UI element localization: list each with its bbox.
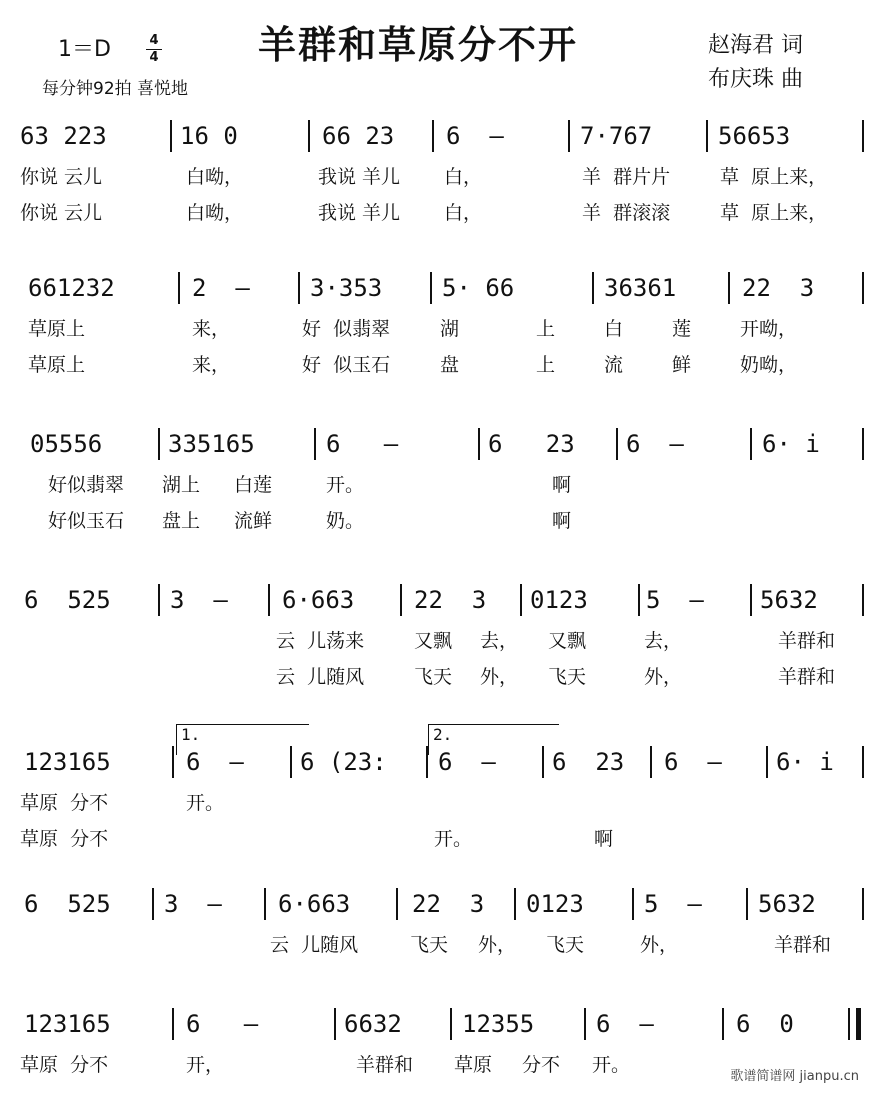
- measure-notes: 335165: [168, 430, 255, 458]
- measure-notes: 3 –: [170, 586, 228, 614]
- bar-line: [178, 272, 180, 304]
- final-bar-thin: [848, 1008, 850, 1040]
- measure-notes: 661232: [28, 274, 115, 302]
- notation-line: [0, 580, 889, 620]
- bar-line: [862, 746, 864, 778]
- lyric-text: 去，: [480, 630, 519, 652]
- lyric-text: 你说 云儿: [20, 166, 103, 188]
- measure-notes: 6 23: [552, 748, 625, 776]
- measure-notes: 5632: [758, 890, 816, 918]
- measure-notes: 63 223: [20, 122, 107, 150]
- measure-notes: 16 0: [180, 122, 238, 150]
- lyric-text: 好似玉石: [48, 510, 125, 532]
- bar-line: [722, 1008, 724, 1040]
- bar-line: [158, 584, 160, 616]
- measure-notes: 6·663: [282, 586, 355, 614]
- lyric-text: 飞天: [548, 666, 587, 688]
- bar-line: [172, 746, 174, 778]
- lyric-text: 白莲: [234, 474, 273, 496]
- measure-notes: 5· 66: [442, 274, 515, 302]
- lyric-text: 羊群和: [778, 630, 836, 652]
- notation-line: [0, 1004, 889, 1044]
- lyricist-credit: 赵海君 词: [708, 33, 803, 58]
- lyric-text: 湖: [440, 318, 460, 340]
- bar-line: [264, 888, 266, 920]
- bar-line: [450, 1008, 452, 1040]
- measure-notes: 6 –: [446, 122, 504, 150]
- lyric-text: 流鲜: [234, 510, 273, 532]
- lyric-text: 外，: [480, 666, 519, 688]
- lyric-text: 羊群和: [774, 934, 832, 956]
- measure-notes: 3·353: [310, 274, 383, 302]
- bar-line: [430, 272, 432, 304]
- lyric-line-1: [0, 162, 889, 192]
- bar-line: [400, 584, 402, 616]
- measure-notes: 0123: [530, 586, 588, 614]
- bar-line: [396, 888, 398, 920]
- measure-notes: 6 –: [186, 1010, 259, 1038]
- bar-line: [568, 120, 570, 152]
- measure-notes: 6 –: [664, 748, 722, 776]
- measure-notes: 05556: [30, 430, 103, 458]
- bar-line: [298, 272, 300, 304]
- final-bar-thick: [856, 1008, 861, 1040]
- bar-line: [706, 120, 708, 152]
- measure-notes: 7·767: [580, 122, 653, 150]
- bar-line: [766, 746, 768, 778]
- measure-notes: 36361: [604, 274, 677, 302]
- measure-notes: 5632: [760, 586, 818, 614]
- measure-notes: 123165: [24, 1010, 111, 1038]
- lyric-text: 草原 分不: [20, 1054, 109, 1076]
- measure-notes: 22 3: [412, 890, 485, 918]
- bar-line: [308, 120, 310, 152]
- volta-ending: 1.: [176, 724, 309, 755]
- lyric-text: 好似翡翠: [48, 474, 125, 496]
- lyric-text: 我说 羊儿: [318, 166, 401, 188]
- bar-line: [478, 428, 480, 460]
- bar-line: [432, 120, 434, 152]
- measure-notes: 5 –: [644, 890, 702, 918]
- lyric-text: 去，: [644, 630, 683, 652]
- time-signature: [146, 34, 162, 65]
- lyric-text: 羊群和: [356, 1054, 414, 1076]
- bar-line: [650, 746, 652, 778]
- measure-notes: 56653: [718, 122, 791, 150]
- measure-notes: 6632: [344, 1010, 402, 1038]
- lyric-text: 又飘: [548, 630, 587, 652]
- lyric-text: 来，: [192, 354, 231, 376]
- measure-notes: 123165: [24, 748, 111, 776]
- lyric-text: 上: [536, 354, 556, 376]
- lyric-text: 云 儿随风: [276, 666, 365, 688]
- lyric-text: 上: [536, 318, 556, 340]
- measure-notes: 6 525: [24, 586, 111, 614]
- lyric-text: 开，: [186, 1054, 225, 1076]
- lyric-line-2: [0, 350, 889, 380]
- lyric-line-2: [0, 198, 889, 228]
- bar-line: [746, 888, 748, 920]
- lyric-text: 啊: [594, 828, 614, 850]
- lyric-text: 啊: [552, 510, 572, 532]
- tempo-marking: 每分钟92拍 喜悦地: [42, 79, 189, 99]
- bar-line: [862, 888, 864, 920]
- lyric-text: 白，: [444, 166, 483, 188]
- measure-notes: 66 23: [322, 122, 395, 150]
- lyric-text: 我说 羊儿: [318, 202, 401, 224]
- lyric-text: 开。: [186, 792, 225, 814]
- song-title: 羊群和草原分不开: [258, 23, 579, 67]
- lyric-line-2: [0, 662, 889, 692]
- bar-line: [862, 272, 864, 304]
- bar-line: [862, 584, 864, 616]
- lyric-text: 外，: [640, 934, 679, 956]
- bar-line: [520, 584, 522, 616]
- bar-line: [314, 428, 316, 460]
- lyric-text: 外，: [644, 666, 683, 688]
- measure-notes: 6 –: [186, 748, 244, 776]
- measure-notes: 6· i: [776, 748, 834, 776]
- bar-line: [170, 120, 172, 152]
- lyric-line-2: [0, 506, 889, 536]
- bar-line: [158, 428, 160, 460]
- measure-notes: 6 (23:: [300, 748, 387, 776]
- lyric-text: 草 原上来，: [720, 202, 828, 224]
- notation-line: [0, 116, 889, 156]
- lyric-text: 白呦，: [186, 166, 244, 188]
- lyric-text: 开呦，: [740, 318, 798, 340]
- lyric-text: 草原 分不: [20, 792, 109, 814]
- measure-notes: 6 0: [736, 1010, 794, 1038]
- lyric-text: 盘上: [162, 510, 201, 532]
- measure-notes: 22 3: [414, 586, 487, 614]
- volta-ending: 2.: [428, 724, 559, 755]
- measure-notes: 5 –: [646, 586, 704, 614]
- lyric-text: 飞天: [546, 934, 585, 956]
- bar-line: [268, 584, 270, 616]
- bar-line: [334, 1008, 336, 1040]
- lyric-text: 莲: [672, 318, 692, 340]
- lyric-text: 外，: [478, 934, 517, 956]
- lyric-text: 来，: [192, 318, 231, 340]
- lyric-text: 草原上: [28, 354, 86, 376]
- lyric-text: 好 似玉石: [302, 354, 391, 376]
- lyric-text: 羊 群片片: [582, 166, 671, 188]
- lyric-line-1: [0, 470, 889, 500]
- meter-bottom: 4: [149, 50, 159, 65]
- lyric-text: 羊 群滚滚: [582, 202, 671, 224]
- measure-notes: 22 3: [742, 274, 815, 302]
- lyric-text: 流: [604, 354, 624, 376]
- measure-notes: 6· i: [762, 430, 820, 458]
- lyric-text: 飞天: [410, 934, 449, 956]
- lyric-line-1: [0, 788, 889, 818]
- lyric-text: 湖上: [162, 474, 201, 496]
- notation-line: [0, 725, 889, 782]
- lyric-text: 羊群和: [778, 666, 836, 688]
- bar-line: [638, 584, 640, 616]
- bar-line: [592, 272, 594, 304]
- lyric-text: 白，: [444, 202, 483, 224]
- lyric-text: 云 儿荡来: [276, 630, 365, 652]
- bar-line: [862, 120, 864, 152]
- bar-line: [862, 428, 864, 460]
- lyric-text: 草原上: [28, 318, 86, 340]
- notation-line: [0, 268, 889, 308]
- measure-notes: 3 –: [164, 890, 222, 918]
- bar-line: [616, 428, 618, 460]
- lyric-text: 草 原上来，: [720, 166, 828, 188]
- notation-line: [0, 884, 889, 924]
- measure-notes: 12355: [462, 1010, 535, 1038]
- measure-notes: 2 –: [192, 274, 250, 302]
- lyric-text: 草原 分不: [20, 828, 109, 850]
- measure-notes: 6 –: [626, 430, 684, 458]
- meter-top: 4: [149, 33, 159, 48]
- lyric-text: 啊: [552, 474, 572, 496]
- bar-line: [514, 888, 516, 920]
- lyric-text: 奶呦，: [740, 354, 798, 376]
- lyric-text: 你说 云儿: [20, 202, 103, 224]
- measure-notes: 6 23: [488, 430, 575, 458]
- bar-line: [172, 1008, 174, 1040]
- lyric-text: 白: [604, 318, 624, 340]
- lyric-text: 好 似翡翠: [302, 318, 391, 340]
- measure-notes: 6 525: [24, 890, 111, 918]
- measure-notes: 0123: [526, 890, 584, 918]
- bar-line: [152, 888, 154, 920]
- notation-line: [0, 424, 889, 464]
- key-signature: 1＝D: [58, 37, 111, 62]
- bar-line: [632, 888, 634, 920]
- lyric-line-1: [0, 626, 889, 656]
- bar-line: [584, 1008, 586, 1040]
- bar-line: [750, 584, 752, 616]
- lyric-text: 开。: [326, 474, 365, 496]
- lyric-text: 鲜: [672, 354, 692, 376]
- lyric-line-1: [0, 314, 889, 344]
- bar-line: [728, 272, 730, 304]
- lyric-text: 盘: [440, 354, 460, 376]
- measure-notes: 6 –: [326, 430, 399, 458]
- measure-notes: 6·663: [278, 890, 351, 918]
- measure-notes: 6 –: [596, 1010, 654, 1038]
- lyric-line-1: [0, 930, 889, 960]
- lyric-text: 飞天: [414, 666, 453, 688]
- bar-line: [750, 428, 752, 460]
- lyric-text: 开。: [434, 828, 473, 850]
- watermark: 歌谱简谱网 jianpu.cn: [730, 1069, 859, 1084]
- lyric-line-2: [0, 824, 889, 854]
- lyric-text: 开。: [592, 1054, 631, 1076]
- measure-notes: 6 –: [438, 748, 496, 776]
- lyric-text: 分不: [522, 1054, 561, 1076]
- lyric-text: 又飘: [414, 630, 453, 652]
- lyric-text: 白呦，: [186, 202, 244, 224]
- lyric-text: 云 儿随风: [270, 934, 359, 956]
- lyric-text: 奶。: [326, 510, 365, 532]
- composer-credit: 布庆珠 曲: [708, 67, 803, 92]
- lyric-text: 草原: [454, 1054, 493, 1076]
